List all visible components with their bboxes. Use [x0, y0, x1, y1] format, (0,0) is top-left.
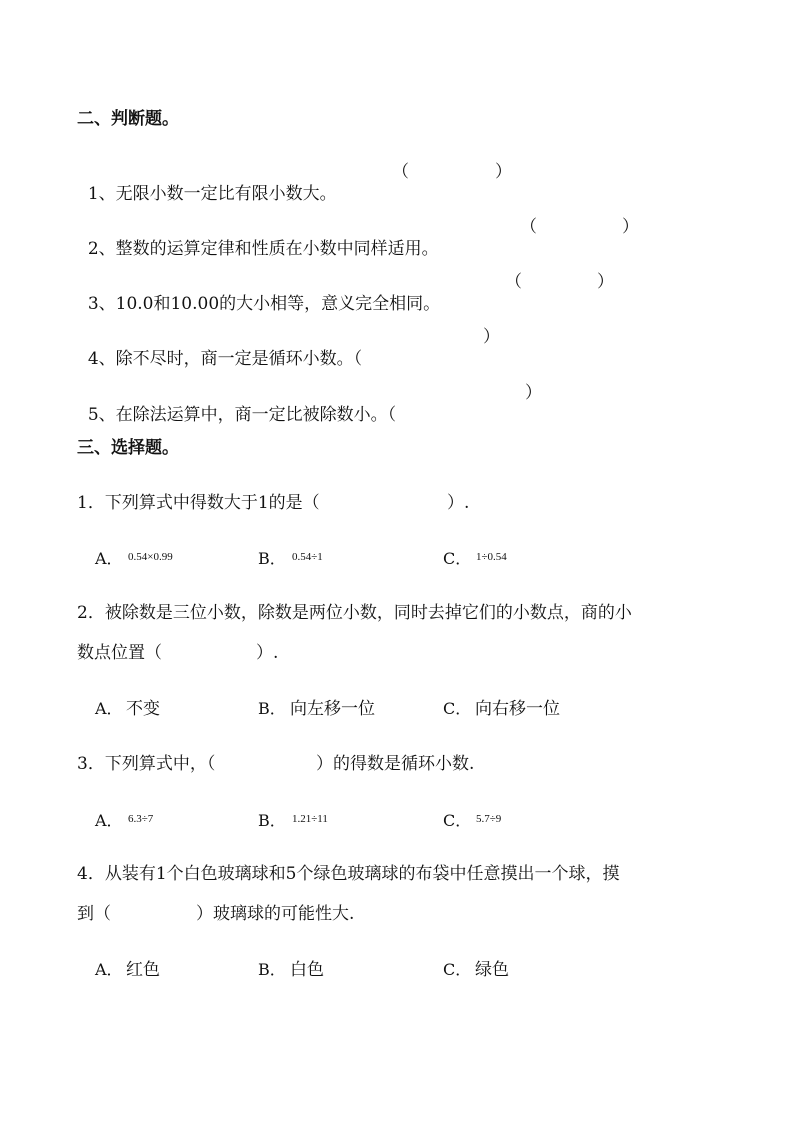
choice-q4-line-1: 4．从装有1个白色玻璃球和5个绿色玻璃球的布袋中任意摸出一个球，摸	[77, 864, 620, 884]
choice-q4-line-2b: ）玻璃球的可能性大.	[196, 904, 355, 924]
judge-item-5	[77, 382, 396, 426]
section-3-title: 三、选择题。	[77, 438, 179, 458]
q1-option-c-letter: C．	[443, 549, 472, 568]
q3-option-b-letter: B．	[258, 811, 286, 830]
q4-option-b-text: 白色	[290, 960, 324, 980]
q2-option-b-letter: B．	[258, 699, 286, 718]
q1-option-b-expr: 0.54÷1	[292, 551, 323, 563]
judge-item-1	[77, 161, 337, 205]
judge-item-4	[77, 326, 362, 370]
q3-option-c-letter: C．	[443, 811, 472, 830]
judge-item-3-text: 3、10.0和10.00的大小相等，意义完全相同。	[87, 294, 441, 314]
choice-q3-stem-a: 3．下列算式中，（	[77, 754, 216, 774]
q1-option-b-letter: B．	[258, 549, 286, 568]
judge-item-2-bracket-open: （	[520, 217, 537, 237]
choice-q4-line-2a: 到（	[77, 904, 111, 924]
choice-q1-stem-b: ）.	[447, 493, 470, 513]
judge-item-4-bracket-close: ）	[483, 327, 500, 347]
q1-option-a-letter: A．	[95, 549, 123, 568]
q4-option-a-text: 红色	[126, 960, 160, 980]
choice-q2-line-1: 2．被除数是三位小数，除数是两位小数，同时去掉它们的小数点，商的小	[77, 603, 632, 623]
q4-option-c-text: 绿色	[475, 960, 509, 980]
q4-option-a-letter: A．	[95, 960, 123, 979]
q4-option-b-letter: B．	[258, 960, 286, 979]
judge-item-2	[77, 216, 439, 260]
q2-option-c-text: 向右移一位	[475, 699, 560, 719]
judge-item-1-text: 1、无限小数一定比有限小数大。	[87, 184, 337, 204]
q1-option-a-expr: 0.54×0.99	[128, 551, 173, 563]
judge-item-1-bracket-open: （	[392, 162, 409, 182]
judge-item-5-bracket-close: ）	[525, 383, 542, 403]
judge-item-3-bracket-close: ）	[597, 272, 614, 292]
q2-option-c-letter: C．	[443, 699, 472, 718]
judge-item-2-text: 2、整数的运算定律和性质在小数中同样适用。	[87, 239, 439, 259]
choice-q2-line-2b: ）.	[256, 643, 279, 663]
section-2-title: 二、判断题。	[77, 109, 179, 129]
judge-item-2-bracket-close: ）	[622, 217, 639, 237]
judge-item-4-text: 4、除不尽时，商一定是循环小数。（	[87, 349, 363, 369]
q3-option-b-expr: 1.21÷11	[292, 813, 328, 825]
q3-option-c-expr: 5.7÷9	[476, 813, 502, 825]
q1-option-c-expr: 1÷0.54	[476, 551, 507, 563]
judge-item-3	[77, 271, 440, 315]
choice-q3-stem-b: ）的得数是循环小数.	[316, 754, 475, 774]
judge-item-3-bracket-open: （	[505, 272, 522, 292]
choice-q1-stem-a: 1．下列算式中得数大于1的是（	[77, 493, 320, 513]
q2-option-a-letter: A．	[95, 699, 123, 718]
q2-option-b-text: 向左移一位	[290, 699, 375, 719]
judge-item-5-text: 5、在除法运算中，商一定比被除数小。（	[87, 405, 397, 425]
q3-option-a-letter: A．	[95, 811, 123, 830]
q3-option-a-expr: 6.3÷7	[128, 813, 154, 825]
q4-option-c-letter: C．	[443, 960, 472, 979]
q2-option-a-text: 不变	[126, 699, 160, 719]
judge-item-1-bracket-close: ）	[495, 162, 512, 182]
choice-q2-line-2a: 数点位置（	[77, 643, 162, 663]
